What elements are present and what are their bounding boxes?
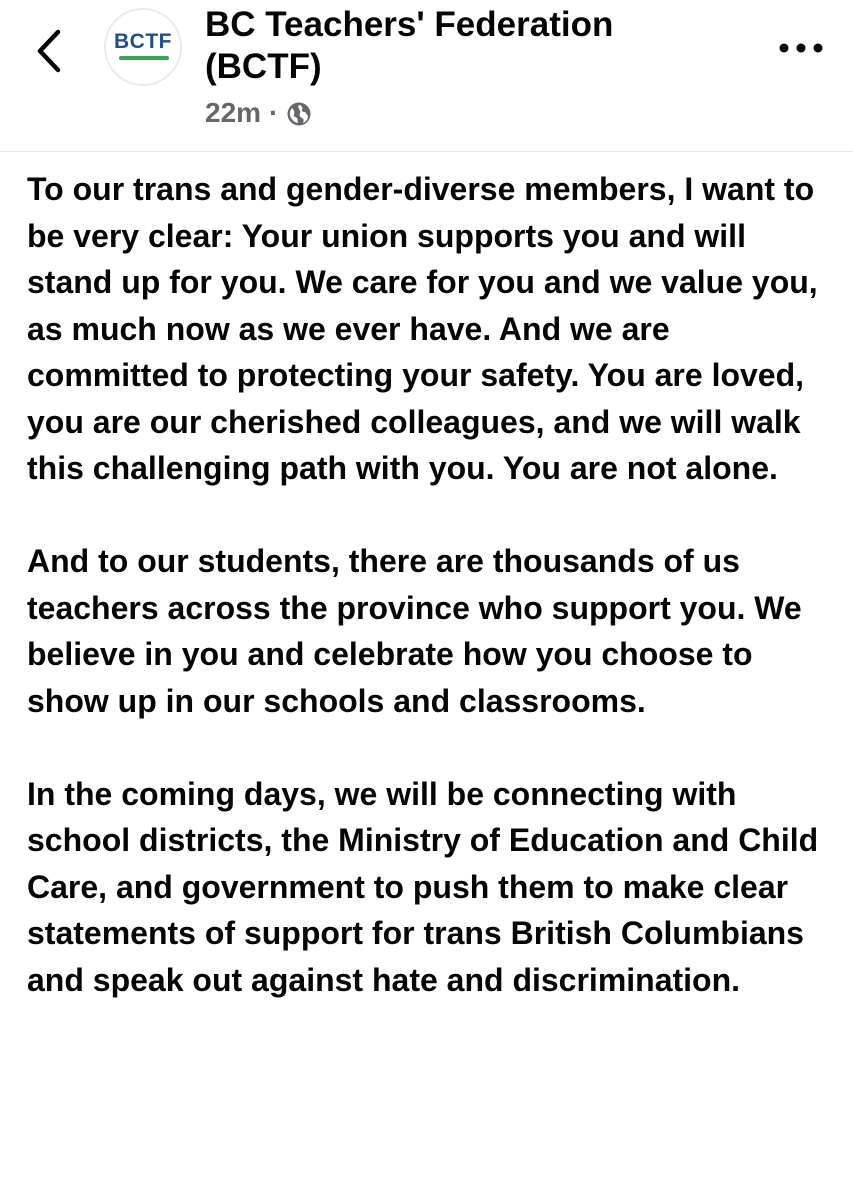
avatar-logo-text: BCTF	[114, 30, 172, 53]
avatar[interactable]	[104, 8, 182, 86]
more-horizontal-icon	[778, 38, 824, 58]
more-options-button[interactable]	[778, 38, 824, 58]
post-timestamp[interactable]: 22m	[205, 97, 262, 128]
page-name-link[interactable]: BC Teachers' Federation (BCTF)	[205, 5, 614, 86]
back-button[interactable]	[30, 26, 70, 76]
post-meta	[205, 96, 312, 130]
meta-separator: ·	[269, 97, 279, 128]
globe-icon[interactable]	[286, 101, 312, 127]
chevron-left-icon	[30, 26, 70, 76]
post-text	[27, 166, 837, 1050]
post-header	[0, 0, 853, 152]
avatar-logo-underline	[119, 56, 169, 60]
post-paragraph-3: In the coming days, we will be connecting with school districts, the Ministry of Education and Child Care, and government to push them to make clear statements of support for trans British Columbians and speak out against hate and discrimination.	[27, 775, 819, 998]
post-paragraph-1: To our trans and gender-diverse members, I want to be very clear: Your union supports you and will stand up for you. We care for you and we value you, as much now as we ever have. And we are committed to protecting your safety. You are loved, you are our cherished colleagues, and we will walk this challenging path with you. You are not alone.	[27, 171, 818, 486]
post-paragraph-2: And to our students, there are thousands of us teachers across the province who support you. We believe in you and celebrate how you choose to show up in our schools and classrooms.	[27, 543, 802, 719]
